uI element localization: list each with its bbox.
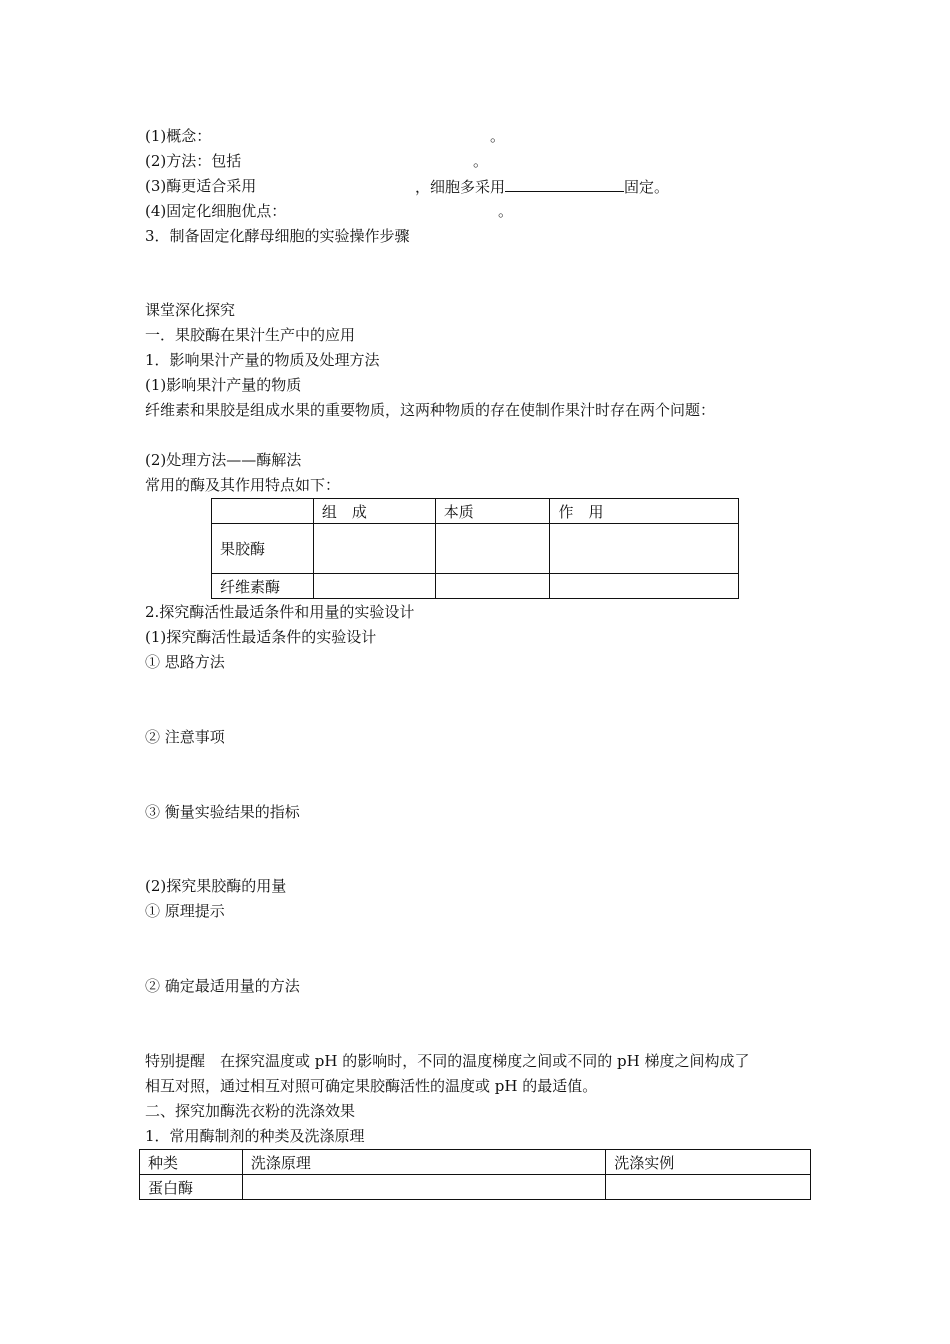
table-cell (242, 1175, 605, 1200)
approach-item: ① 思路方法 (145, 653, 225, 671)
table-cell: 蛋白酶 (140, 1175, 243, 1200)
table-header-cell: 组 成 (313, 499, 435, 524)
special-tip-line2: 相互对照，通过相互对照可确定果胶酶活性的温度或 pH 的最适值。 (145, 1077, 598, 1095)
enzyme-intro-text: 常用的酶及其作用特点如下： (145, 476, 341, 494)
enzyme-cell-tail (415, 176, 669, 197)
method-line (145, 151, 489, 171)
table-header-row (212, 499, 739, 524)
cell-method-text: ，细胞多采用 (415, 178, 506, 196)
concept-end: 。 (490, 127, 506, 145)
table-row (212, 574, 739, 599)
table-cell (435, 574, 550, 599)
table-cell (313, 574, 435, 599)
advantage-end: 。 (498, 202, 514, 220)
treatment-heading: (2)处理方法——酶解法 (145, 451, 302, 469)
table-row (212, 524, 739, 574)
juice-yield-heading: 1．影响果汁产量的物质及处理方法 (145, 351, 380, 369)
precautions-item: ② 注意事项 (145, 728, 225, 746)
enzyme-table (211, 498, 739, 599)
yield-substance-text: 纤维素和果胶是组成水果的重要物质，这两种物质的存在使制作果汁时存在两个问题： (145, 401, 716, 419)
table-cell: 果胶酶 (212, 524, 314, 574)
table-header-cell: 本质 (435, 499, 550, 524)
advantage-label: (4)固定化细胞优点： (145, 202, 287, 220)
detergent-table (139, 1149, 811, 1200)
table-header-cell (212, 499, 314, 524)
steps-heading: 3．制备固定化酵母细胞的实验操作步骤 (145, 227, 410, 245)
experiment-design-heading: 2.探究酶活性最适条件和用量的实验设计 (145, 603, 415, 621)
yield-substance-heading: (1)影响果汁产量的物质 (145, 376, 302, 394)
indicator-item: ③ 衡量实验结果的指标 (145, 803, 300, 821)
detergent-title: 二、探究加酶洗衣粉的洗涤效果 (145, 1102, 356, 1120)
table-cell (435, 524, 550, 574)
principle-item: ① 原理提示 (145, 902, 225, 920)
advantage-line (145, 201, 514, 221)
table-cell (550, 524, 739, 574)
optimal-dosage-item: ② 确定最适用量的方法 (145, 977, 300, 995)
table-cell (606, 1175, 811, 1200)
fixed-text: 固定。 (624, 178, 670, 196)
dosage-heading: (2)探究果胶酶的用量 (145, 877, 287, 895)
enzyme-label: (3)酶更适合采用 (145, 177, 257, 195)
special-tip-line1: 特别提醒 在探究温度或 pH 的影响时，不同的温度梯度之间或不同的 pH 梯度之间构成了 (145, 1052, 750, 1070)
enzyme-cell-line (145, 176, 670, 196)
method-label: (2)方法：包括 (145, 152, 242, 170)
table-header-cell: 种类 (140, 1150, 243, 1175)
optimal-condition-heading: (1)探究酶活性最适条件的实验设计 (145, 628, 377, 646)
table-header-cell: 洗涤原理 (242, 1150, 605, 1175)
table-header-row (140, 1150, 811, 1175)
concept-line (145, 126, 506, 146)
enzyme-types-heading: 1．常用酶制剂的种类及洗涤原理 (145, 1127, 365, 1145)
concept-label: (1)概念： (145, 127, 212, 145)
table-header-cell: 洗涤实例 (606, 1150, 811, 1175)
cell-method-blank (505, 176, 624, 192)
method-end: 。 (473, 152, 489, 170)
table-cell (550, 574, 739, 599)
table-cell: 纤维素酶 (212, 574, 314, 599)
pectinase-title: 一．果胶酶在果汁生产中的应用 (145, 326, 356, 344)
table-row (140, 1175, 811, 1200)
table-cell (313, 524, 435, 574)
section-heading: 课堂深化探究 (145, 301, 236, 319)
table-header-cell: 作 用 (550, 499, 739, 524)
